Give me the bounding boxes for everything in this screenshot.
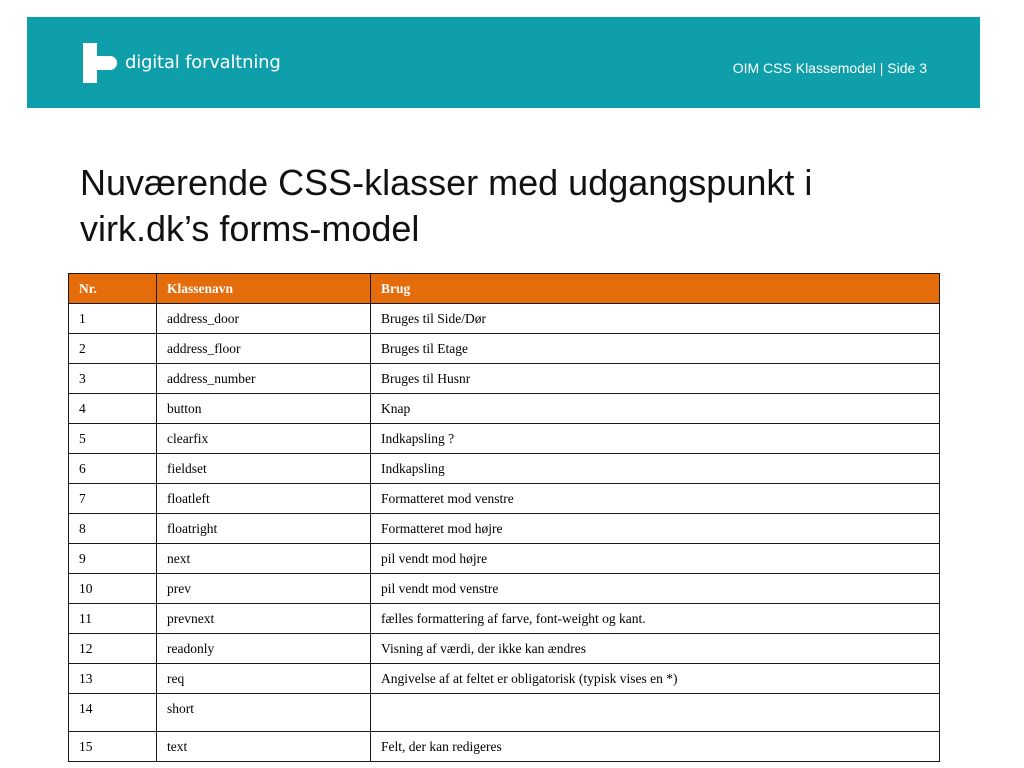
cell-brug: Visning af værdi, der ikke kan ændres (371, 634, 940, 664)
cell-brug: Bruges til Etage (371, 334, 940, 364)
cell-brug: pil vendt mod venstre (371, 574, 940, 604)
table-row (69, 424, 940, 454)
cell-nr: 14 (69, 694, 157, 732)
table-row (69, 732, 940, 762)
page-title (80, 160, 960, 252)
cell-brug: Indkapsling (371, 454, 940, 484)
header-band (27, 17, 980, 108)
logo-text: digital forvaltning (125, 52, 281, 73)
table-row (69, 634, 940, 664)
column-header-nr: Nr. (69, 274, 157, 304)
cell-brug: fælles formattering af farve, font-weight og kant. (371, 604, 940, 634)
cell-klassenavn: short (157, 694, 371, 732)
table-row (69, 544, 940, 574)
cell-brug: pil vendt mod højre (371, 544, 940, 574)
cell-brug: Knap (371, 394, 940, 424)
cell-brug: Angivelse af at feltet er obligatorisk (typisk vises en *) (371, 664, 940, 694)
cell-klassenavn: next (157, 544, 371, 574)
cell-brug: Bruges til Side/Dør (371, 304, 940, 334)
table-row (69, 394, 940, 424)
cell-brug: Bruges til Husnr (371, 364, 940, 394)
css-class-table (68, 273, 940, 762)
logo-icon (83, 43, 117, 83)
title-line-2: virk.dk’s forms-model (80, 208, 420, 249)
cell-klassenavn: button (157, 394, 371, 424)
cell-klassenavn: req (157, 664, 371, 694)
table-row (69, 694, 940, 732)
cell-klassenavn: floatleft (157, 484, 371, 514)
cell-klassenavn: text (157, 732, 371, 762)
cell-nr: 15 (69, 732, 157, 762)
cell-nr: 6 (69, 454, 157, 484)
title-line-1: Nuværende CSS-klasser med udgangspunkt i (80, 162, 813, 203)
table-row (69, 364, 940, 394)
table-row (69, 664, 940, 694)
cell-nr: 1 (69, 304, 157, 334)
cell-nr: 9 (69, 544, 157, 574)
cell-klassenavn: prev (157, 574, 371, 604)
slide-meta: OIM CSS Klassemodel | Side 3 (732, 60, 927, 76)
table-row (69, 334, 940, 364)
table-row (69, 484, 940, 514)
cell-nr: 4 (69, 394, 157, 424)
cell-nr: 8 (69, 514, 157, 544)
cell-klassenavn: floatright (157, 514, 371, 544)
cell-klassenavn: prevnext (157, 604, 371, 634)
table-row (69, 304, 940, 334)
table-row (69, 454, 940, 484)
cell-brug: Felt, der kan redigeres (371, 732, 940, 762)
cell-klassenavn: clearfix (157, 424, 371, 454)
cell-nr: 2 (69, 334, 157, 364)
table-row (69, 604, 940, 634)
column-header-brug: Brug (371, 274, 940, 304)
column-header-klassenavn: Klassenavn (157, 274, 371, 304)
cell-brug (371, 694, 940, 732)
table-row (69, 514, 940, 544)
cell-nr: 11 (69, 604, 157, 634)
cell-klassenavn: readonly (157, 634, 371, 664)
cell-nr: 7 (69, 484, 157, 514)
cell-nr: 12 (69, 634, 157, 664)
cell-nr: 13 (69, 664, 157, 694)
cell-klassenavn: address_floor (157, 334, 371, 364)
cell-nr: 10 (69, 574, 157, 604)
cell-brug: Formatteret mod venstre (371, 484, 940, 514)
cell-klassenavn: fieldset (157, 454, 371, 484)
cell-klassenavn: address_door (157, 304, 371, 334)
cell-nr: 3 (69, 364, 157, 394)
cell-brug: Formatteret mod højre (371, 514, 940, 544)
cell-brug: Indkapsling ? (371, 424, 940, 454)
cell-nr: 5 (69, 424, 157, 454)
cell-klassenavn: address_number (157, 364, 371, 394)
table-row (69, 574, 940, 604)
table-header-row (69, 274, 940, 304)
